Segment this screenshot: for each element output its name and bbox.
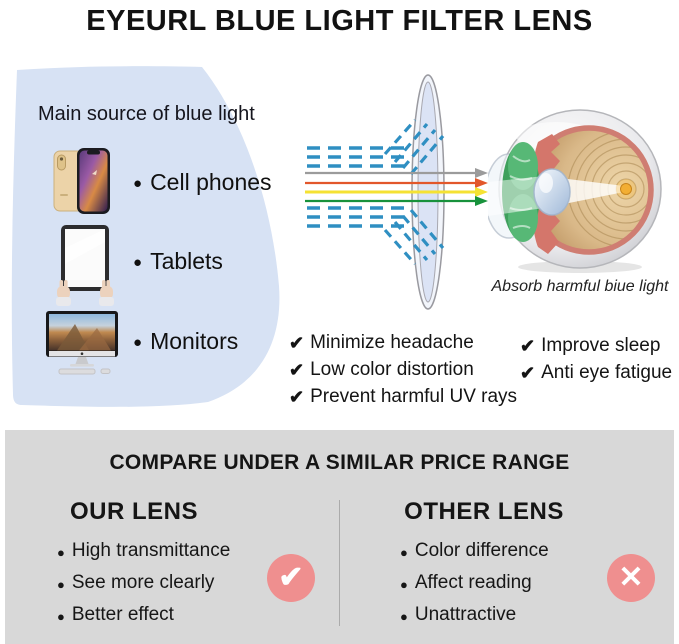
list-item (400, 535, 549, 567)
our-lens-title: OUR LENS (69, 498, 198, 525)
check-icon: ✔ (289, 359, 305, 380)
benefits-left-column (289, 329, 517, 410)
list-item-label: High transmittance (71, 540, 231, 561)
list-item (57, 567, 230, 599)
other-lens-title: OTHER LENS (404, 498, 564, 525)
benefit-label: Prevent harmful UV rays (310, 385, 518, 407)
column-divider (339, 500, 340, 626)
approve-check-icon (267, 554, 315, 602)
benefit-item (520, 332, 672, 359)
list-item (57, 599, 230, 631)
lens-ray-diagram (295, 70, 495, 315)
reject-cross-icon (607, 554, 655, 602)
other-lens-list (400, 535, 549, 631)
list-item (400, 599, 549, 631)
bullet-icon: ● (400, 576, 408, 592)
benefit-item (520, 359, 672, 386)
our-lens-list (57, 535, 230, 631)
check-icon: ✔ (289, 332, 305, 353)
source-item-monitors (133, 328, 238, 355)
page-title: EYEURL BLUE LIGHT FILTER LENS (86, 5, 593, 37)
benefit-item (289, 329, 517, 356)
benefit-label: Minimize headache (310, 331, 474, 353)
check-icon: ✔ (289, 386, 305, 407)
benefit-item (289, 383, 517, 410)
bullet-icon: ● (400, 608, 408, 624)
monitor-icon (45, 310, 119, 376)
source-label: Monitors (150, 328, 239, 354)
benefit-label: Improve sleep (541, 334, 661, 356)
blue-light-rays (307, 148, 408, 226)
benefit-label: Anti eye fatigue (541, 361, 673, 383)
bullet-icon: ● (133, 175, 143, 192)
panel-heading: Main source of blue light (38, 103, 255, 125)
source-label: Cell phones (150, 169, 272, 195)
source-item-tablets (133, 248, 223, 275)
source-item-cell-phones (133, 169, 272, 196)
check-icon: ✔ (520, 335, 536, 356)
source-label: Tablets (150, 248, 223, 274)
smartphone-icon (52, 146, 112, 216)
benefit-item (289, 356, 517, 383)
bullet-icon: ● (57, 608, 65, 624)
tablet-icon (56, 224, 114, 306)
comparison-heading: COMPARE UNDER A SIMILAR PRICE RANGE (109, 451, 570, 474)
check-icon: ✔ (520, 362, 536, 383)
list-item-label: See more clearly (71, 572, 215, 593)
benefits-right-column (520, 332, 672, 386)
benefit-label: Low color distortion (310, 358, 474, 380)
list-item-label: Unattractive (414, 604, 517, 625)
bullet-icon: ● (400, 544, 408, 560)
eye-caption: Absorb harmful biue light (491, 278, 669, 295)
check-glyph: ✔ (278, 561, 304, 594)
bullet-icon: ● (57, 544, 65, 560)
list-item-label: Affect reading (414, 572, 532, 593)
cross-glyph: ✕ (618, 561, 644, 594)
bullet-icon: ● (133, 334, 143, 351)
passing-light-rays (305, 168, 488, 206)
list-item-label: Color difference (414, 540, 549, 561)
list-item (400, 567, 549, 599)
list-item (57, 535, 230, 567)
list-item-label: Better effect (71, 604, 174, 625)
eye-anatomy-illustration (488, 104, 672, 274)
bullet-icon: ● (133, 254, 143, 271)
bullet-icon: ● (57, 576, 65, 592)
